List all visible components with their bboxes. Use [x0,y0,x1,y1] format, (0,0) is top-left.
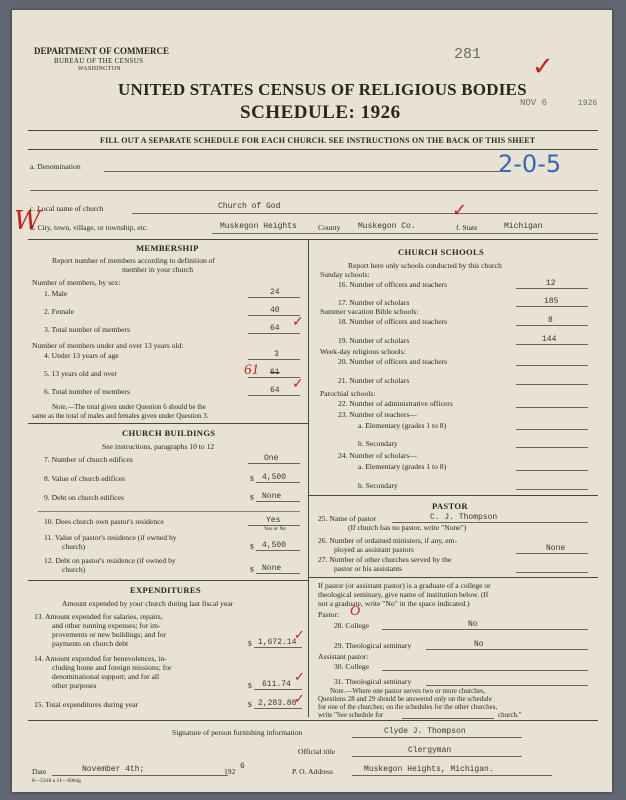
q14-line [254,689,302,690]
q17-line [516,306,588,307]
signature-value: Clyde J. Thompson [384,727,466,736]
form-code: 8—5318 a 11—9064g [32,778,81,784]
date-year-digit: 6 [240,762,245,771]
city-value: Muskegon Heights [220,222,297,231]
pastor-label: Pastor: [318,610,340,619]
q28-value: No [468,620,478,629]
q18-line [516,325,588,326]
pastor-note-1: Note.—Where one pastor serves two or more churches, [330,687,486,695]
buildings-inner-rule [38,511,300,512]
form-title: UNITED STATES CENSUS OF RELIGIOUS BODIES [118,80,527,99]
q6-line [248,395,300,396]
q5-correction: 61 [244,362,259,378]
q4-line [248,359,300,360]
q21-label: 21. Number of scholars [338,376,410,385]
q27-line-2: pastor or his assistants [334,564,403,573]
bureau-name: BUREAU OF THE CENSUS [54,57,144,65]
q25-label: 25. Name of pastor [318,514,377,523]
membership-intro-2: member in your church [122,265,194,274]
q12-dollar: $ [250,565,254,574]
expenditures-intro: Amount expended by your church during last fiscal year [62,599,234,608]
q30-label: 30. College [334,662,370,671]
q14-line-1: 14. Amount expended for benevolences, in- [34,654,167,663]
q28-label: 28. College [334,621,370,630]
q1-value: 24 [270,288,280,297]
denomination-line [104,171,504,172]
q11-dollar: $ [250,542,254,551]
q3-label: 3. Total number of members [44,325,131,334]
q5-label: 5. 13 years old and over [44,369,117,378]
q23b-line [516,447,588,448]
state-value: Michigan [504,222,543,231]
q20-label: 20. Number of officers and teachers [338,357,448,366]
city-label: d. City, town, village, or township, etc. [30,223,149,232]
q13-line [254,647,302,648]
census-schedule-page [12,10,612,792]
stamp-year: 1926 [578,99,598,108]
denomination-label: a. Denomination [30,162,81,171]
q14-line-2: cluding home and foreign missions; for [52,663,172,672]
q15-value: 2,283.88 [258,699,297,708]
q25-hint: (If church has no pastor, write "None") [348,523,467,532]
q11-line [256,550,300,551]
q4-value: 3 [274,350,279,359]
q12-label-2: church) [62,565,86,574]
q23b-label: b. Secondary [358,439,398,448]
q13-value: 1,672.14 [258,638,297,647]
official-title-value: Clergyman [408,746,452,755]
q14-value: 611.74 [262,680,291,689]
q4-label: 4. Under 13 years of age [44,351,119,360]
q11-value: 4,500 [262,541,287,550]
q8-dollar: $ [250,474,254,483]
membership-note-1: Note.—The total given under Question 6 should be the [52,403,206,411]
q23a-line [516,429,588,430]
members-by-sex-label: Number of members, by sex: [32,278,121,287]
schools-title: CHURCH SCHOOLS [398,247,485,257]
header-rule-top [28,130,598,131]
q31-line [426,685,588,686]
q5-value: 61 [270,368,280,377]
pastor-note-3: for one of the churches; on the schedules for the other churches, [318,703,498,711]
q3-line [248,333,300,334]
q22-label: 22. Number of administrative officers [338,399,453,408]
q24-label: 24. Number of scholars— [338,451,417,460]
signature-line [352,737,522,738]
summer-schools-label: Summer vacation Bible schools: [320,307,419,316]
q29-line [426,649,588,650]
q15-dollar: $ [248,700,252,709]
graduate-instruction-2: theological seminary, give name of institution below. (If [318,590,489,599]
q16-label: 16. Number of officers and teachers [338,280,448,289]
red-check-mark-icon: ✓ [294,670,305,685]
q6-value: 64 [270,386,280,395]
membership-intro-1: Report number of members according to definition of [52,256,216,265]
members-by-age-label: Number of members under and over 13 years old: [32,341,184,350]
q13-line-1: 13. Amount expended for salaries, repairs, [34,612,163,621]
q13-line-2: and other running expenses; for im- [52,621,161,630]
q16-line [516,288,588,289]
q24a-line [516,470,588,471]
q7-value: One [264,454,279,463]
q26-line-2: ployed as assistant pastors [334,545,414,554]
date-year-prefix: 192 [224,767,236,776]
q12-label-1: 12. Debt on pastor's residence (if owned by [44,556,176,565]
q10-hint: Yes or No [264,526,287,532]
red-check-mark-icon: ✓ [292,314,304,330]
assistant-pastor-label: Assistant pastor: [318,652,369,661]
date-label: Date [32,767,47,776]
q2-label: 2. Female [44,307,74,316]
schools-rule [308,495,598,496]
q7-line [248,463,300,464]
q14-line-4: other purposes [52,681,97,690]
q10-label: 10. Does church own pastor's residence [44,517,164,526]
q12-line [256,573,300,574]
q6-label: 6. Total number of members [44,387,131,396]
local-name-line [132,213,598,214]
weekday-schools-label: Week-day religious schools: [320,347,406,356]
red-circle-mark: O [350,604,361,619]
instruction-line: FILL OUT A SEPARATE SCHEDULE FOR EACH CHURCH. SEE INSTRUCTIONS ON THE BACK OF THIS SHEET [100,136,536,145]
q15-label: 15. Total expenditures during year [34,700,139,709]
date-line [52,775,228,776]
red-check-mark-icon: ✓ [532,52,554,82]
sunday-schools-label: Sunday schools: [320,270,370,279]
q20-line [516,365,588,366]
q17-label: 17. Number of scholars [338,298,410,307]
body-rule-bottom [28,720,598,721]
stamp-number: 281 [454,46,482,63]
po-address-label: P. O. Address [292,767,333,776]
q21-line [516,384,588,385]
q29-label: 29. Theological seminary [334,641,412,650]
graduate-instruction-1: If pastor (or assistant pastor) is a graduate of a college or [318,581,491,590]
signature-label: Signature of person furnishing information [172,728,303,737]
q13-dollar: $ [248,639,252,648]
schedule-title: SCHEDULE: 1926 [240,102,401,123]
q18-value: 8 [548,316,553,325]
red-check-mark-icon: ✓ [292,376,304,392]
pastor-note-4b: church." [498,711,522,719]
q9-dollar: $ [250,493,254,502]
city-line [212,233,598,234]
buildings-title: CHURCH BUILDINGS [122,428,216,438]
parochial-schools-label: Parochial schools: [320,389,376,398]
buildings-rule [28,580,308,581]
expenditures-title: EXPENDITURES [130,585,201,595]
q2-value: 40 [270,306,280,315]
q8-value: 4,500 [262,473,287,482]
q8-line [256,482,300,483]
state-label: f. State [456,223,478,232]
q23a-label: a. Elementary (grades 1 to 8) [358,421,447,430]
q1-line [248,297,300,298]
q28-line [382,629,588,630]
red-check-mark-icon: ✓ [452,200,468,221]
column-divider [308,239,309,717]
schools-intro: Report here only schools conducted by this church [348,261,502,270]
official-title-label: Official title [298,747,336,756]
q27-line [516,572,588,573]
bureau-city: WASHINGTON [78,66,121,72]
buildings-intro: See instructions, paragraphs 10 to 12 [102,442,215,451]
red-margin-mark: W [14,206,41,236]
body-rule-top [28,239,598,240]
q13-line-3: provements or new buildings; and for [52,630,167,639]
county-value: Muskegon Co. [358,222,416,231]
q14-dollar: $ [248,681,252,690]
po-address-line [352,775,552,776]
q26-line-1: 26. Number of ordained ministers, if any, em- [318,536,458,545]
pastor-title: PASTOR [432,501,468,511]
q9-line [256,501,300,502]
graduate-instruction-3: not a graduate, write "No" in the space indicated.) [318,599,470,608]
q12-value: None [262,564,282,573]
q19-line [516,344,588,345]
q30-line [382,670,588,671]
q11-label-2: church) [62,542,86,551]
handwritten-code: 2-0-5 [498,150,562,178]
q18-label: 18. Number of officers and teachers [338,317,448,326]
department-name: DEPARTMENT OF COMMERCE [34,46,170,56]
q8-label: 8. Value of church edifices [44,474,126,483]
red-check-mark-icon: ✓ [294,628,305,643]
q24b-label: b. Secondary [358,481,398,490]
q14-line-3: denominational support; and for all [52,672,160,681]
q26-value: None [546,544,566,553]
q9-label: 9. Debt on church edifices [44,493,124,502]
pastor-note-2: Questions 28 and 29 should be answered only on the schedule [318,695,492,703]
q11-label-1: 11. Value of pastor's residence (if owned by [44,533,177,542]
q26-line [516,553,588,554]
county-label: County [318,223,341,232]
q29-value: No [474,640,484,649]
pastor-note-4: write "See schedule for [318,711,384,719]
q15-line [254,708,302,709]
q24a-label: a. Elementary (grades 1 to 8) [358,462,447,471]
q23-label: 23. Number of teachers— [338,410,417,419]
q24b-line [516,489,588,490]
stamp-date: NOV 6 [520,98,548,108]
q7-label: 7. Number of church edifices [44,455,133,464]
q3-value: 64 [270,324,280,333]
q25-value: C. J. Thompson [430,513,498,522]
q13-line-4: payments on church debt [52,639,129,648]
po-address-value: Muskegon Heights, Michigan. [364,765,494,774]
q27-line-1: 27. Number of other churches served by the [318,555,452,564]
local-name-value: Church of God [218,202,281,211]
date-value: November 4th; [82,765,145,774]
q9-value: None [262,492,282,501]
membership-title: MEMBERSHIP [136,243,199,253]
membership-note-2: same as the total of males and females given under Question 3. [32,412,209,420]
official-title-line [352,756,522,757]
q19-label: 19. Number of scholars [338,336,410,345]
subdenomination-line [30,190,598,191]
q19-value: 144 [542,335,557,344]
q1-label: 1. Male [44,289,68,298]
q31-label: 31. Theological seminary [334,677,412,686]
red-check-mark-icon: ✓ [294,692,305,707]
membership-rule [28,423,308,424]
pastor-note-blank [402,718,494,719]
q16-value: 12 [546,279,556,288]
q17-value: 185 [544,297,559,306]
pastor-rule [308,577,598,578]
q22-line [516,407,588,408]
q10-value: Yes [266,516,281,525]
local-name-label: c. Local name of church [30,204,104,213]
